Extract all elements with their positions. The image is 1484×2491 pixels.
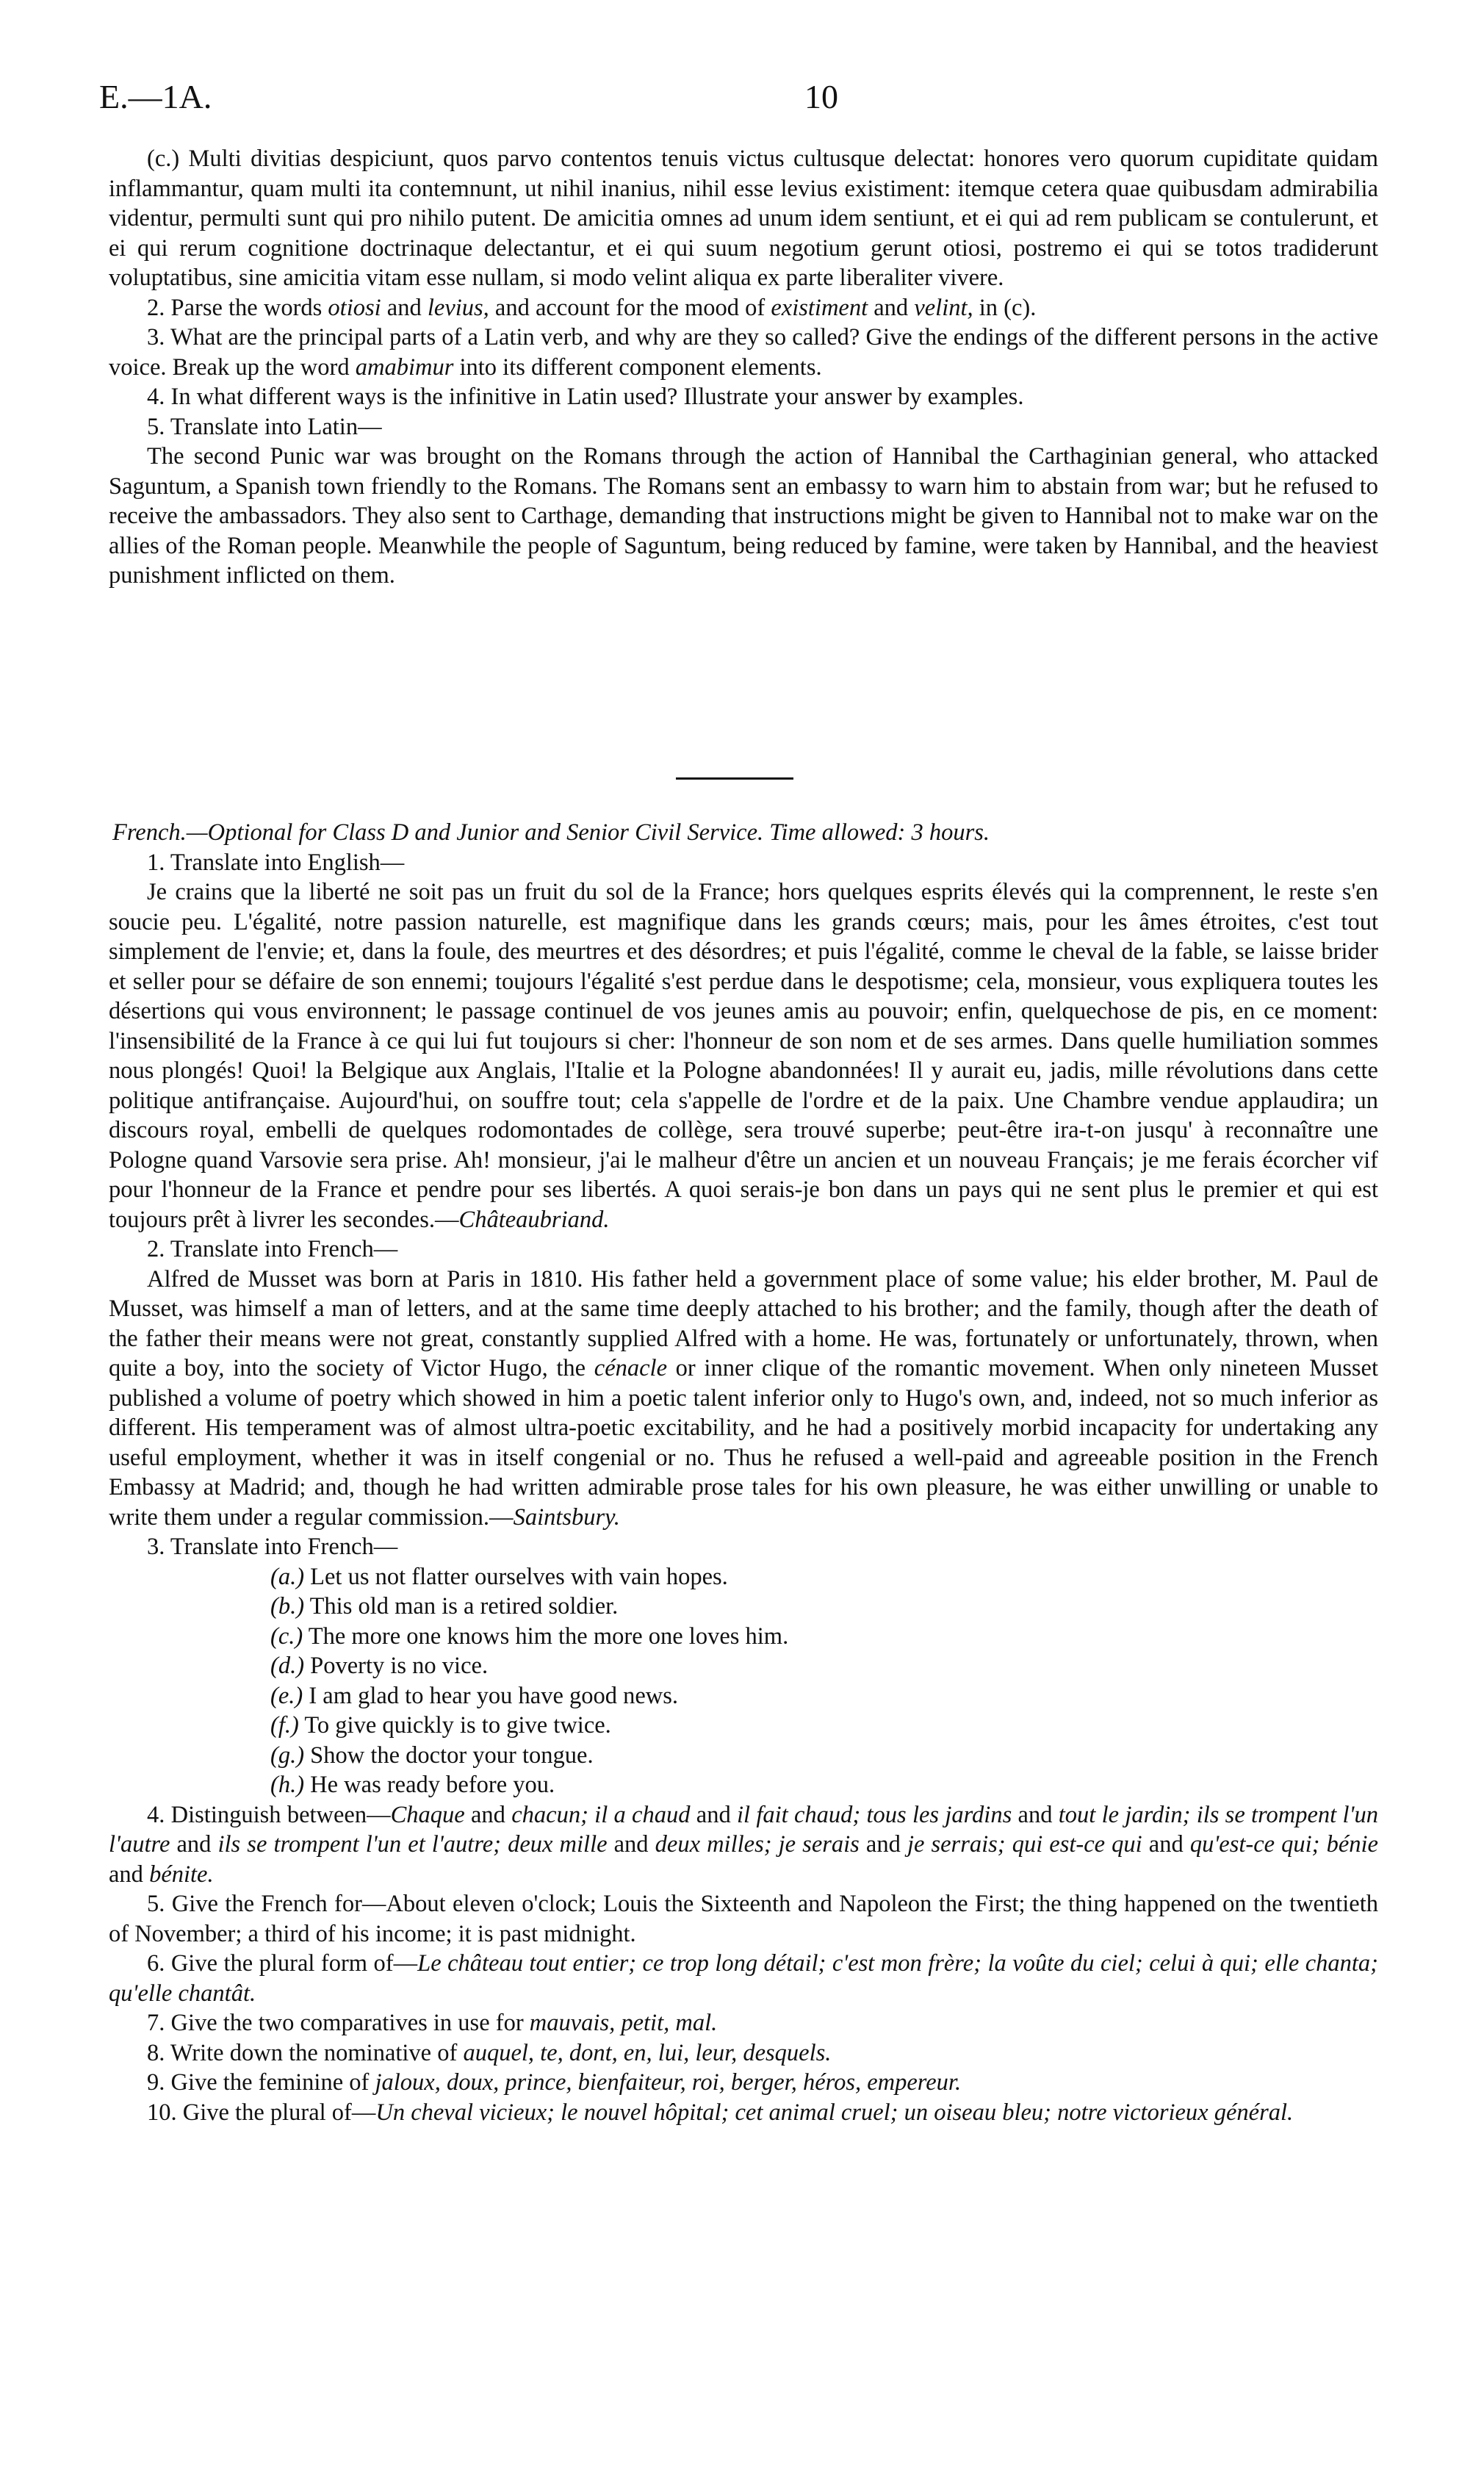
french-question-6: 6. Give the plural form of—Le château tout entier; ce trop long détail; c'est mon frère; la voûte du ciel; celui à qui; elle chanta; qu'elle chantât. xyxy=(109,1950,1378,2007)
page-number: 10 xyxy=(804,78,838,115)
french-question-2-text: Alfred de Musset was born at Paris in 1810. His father held a government place of some value; his elder brother, M. Paul de Musset, was himself a man of letters, and at the same time deeply attached to his brother; and the family, though after the death of the father their means were not great, constantly supplied Alfred with a home. He was, fortunately or unfortunately, thrown, when quite a boy, into the society of Victor Hugo, the cénacle or inner clique of the romantic movement. When only nineteen Musset published a volume of poetry which showed in him a poetic talent inferior only to Hugo's own, and, indeed, not so much inferior as different. His temperament was of almost ultra-poetic excitability, and he had a positively morbid incapacity for undertaking any useful employment, whether it was in itself congenial or no. Thus he refused a well-paid and agreeable position in the French Embassy at Madrid; and, though he had written admirable prose tales for his own pleasure, he was either unwilling or unable to write them under a regular commission.—Saintsbury. xyxy=(109,1265,1378,1531)
french-question-1: 1. Translate into English— xyxy=(147,849,405,876)
latin-passage-c: (c.) Multi divitias despiciunt, quos parvo contentos tenuis victus cultusque delectat: honores vero quorum cupiditate quidam inflammantur, quam multi ita contemnunt, ut nihil inanius, nihil esse levius existiment: itemque cetera quae quibusdam admirabilia videntur, permulti sunt qui pro nihilo putent. De amicitia omnes ad unum idem sentiunt, et ei qui ad rem publicam se contulerunt, et ei qui rerum cognitione doctrinaque delectantur, et ei qui suum negotium gerunt otiosi, postremo ei qui se totos tradiderunt voluptatibus, sine amicitia vitam esse nullam, si modo velint aliqua ex parte liberaliter vivere. xyxy=(109,145,1378,291)
list-item: (g.) Show the doctor your tongue. xyxy=(270,1741,594,1769)
french-q3-list xyxy=(270,1562,1378,1800)
french-q2-author: Saintsbury. xyxy=(513,1503,620,1531)
french-question-9: 9. Give the feminine of jaloux, doux, prince, bienfaiteur, roi, berger, héros, empereur. xyxy=(147,2069,962,2096)
french-heading: French.—Optional for Class D and Junior and Senior Civil Service. Time allowed: 3 hours. xyxy=(112,819,990,846)
section-divider xyxy=(676,777,793,780)
list-item: (e.) I am glad to hear you have good news. xyxy=(270,1682,679,1709)
page-header xyxy=(99,77,1381,121)
french-question-7: 7. Give the two comparatives in use for mauvais, petit, mal. xyxy=(147,2010,718,2036)
french-question-3: 3. Translate into French— xyxy=(147,1534,398,1560)
document-code: E.—1A. xyxy=(99,78,212,115)
french-question-4: 4. Distinguish between—Chaque and chacun; il a chaud and il fait chaud; tous les jardins and tout le jardin; ils se trompent l'un l'autre and ils se trompent l'un et l'autre; deux mille and deux milles; je serais and je serrais; qui est-ce qui and qu'est-ce qui; bénie and bénite. xyxy=(109,1801,1378,1888)
list-item: (b.) This old man is a retired soldier. xyxy=(270,1593,619,1620)
french-question-8: 8. Write down the nominative of auquel, te, dont, en, lui, leur, desquels. xyxy=(147,2039,832,2066)
latin-question-5-text: The second Punic war was brought on the Romans through the action of Hannibal the Carthaginian general, who attacked Saguntum, a Spanish town friendly to the Romans. The Romans sent an embassy to warn him to abstain from war; but he refused to receive the ambassadors. They also sent to Carthage, demanding that instructions might be given to Hannibal not to make war on the allies of the Roman people. Meanwhile the people of Saguntum, being reduced by famine, were taken by Hannibal, and the heaviest punishment inflicted on them. xyxy=(109,443,1378,589)
latin-question-4: 4. In what different ways is the infinitive in Latin used? Illustrate your answer by examples. xyxy=(147,384,1024,410)
latin-section xyxy=(109,144,1378,591)
list-item: (h.) He was ready before you. xyxy=(270,1772,555,1798)
list-item: (f.) To give quickly is to give twice. xyxy=(270,1712,611,1739)
latin-question-5: 5. Translate into Latin— xyxy=(147,413,382,440)
list-item: (d.) Poverty is no vice. xyxy=(270,1653,489,1679)
latin-question-2: 2. Parse the words otiosi and levius, and account for the mood of existiment and velint, in (c). xyxy=(147,294,1037,321)
french-q1-author: Châteaubriand. xyxy=(458,1206,610,1233)
french-question-10: 10. Give the plural of—Un cheval vicieux; le nouvel hôpital; cet animal cruel; un oiseau bleu; notre victorieux général. xyxy=(147,2099,1294,2126)
list-item: (a.) Let us not flatter ourselves with vain hopes. xyxy=(270,1563,728,1590)
french-question-2: 2. Translate into French— xyxy=(147,1236,398,1262)
latin-question-3: 3. What are the principal parts of a Latin verb, and why are they so called? Give the endings of the different persons in the active voice. Break up the word amabimur into its different component elements. xyxy=(109,324,1378,381)
list-item: (c.) The more one knows him the more one loves him. xyxy=(270,1622,789,1650)
french-section xyxy=(109,818,1378,2127)
french-question-1-text: Je crains que la liberté ne soit pas un fruit du sol de la France; hors quelques esprits élevés qui la comprennent, le reste s'en soucie peu. L'égalité, notre passion naturelle, est magnifique dans les grands cœurs; mais, pour les âmes étroites, c'est tout simplement de l'envie; et, dans la foule, des meurtres et des désordres; et puis l'égalité, comme le cheval de la fable, se laisse brider et seller pour se défaire de son ennemi; toujours l'égalité s'est perdue dans le despotisme; cela, monsieur, vous expliquera toutes les désertions qui vous environnent; le passage continuel de vos jeunes amis au pouvoir; enfin, quelquechose de pis, en ce moment: l'insensibilité de la France à ce qui lui fut toujours si cher: l'honneur de son nom et de ses armes. Dans quelle humiliation sommes nous plongés! Quoi! la Belgique aux Anglais, l'Italie et la Pologne abandonnées! Il y aurait eu, jadis, mille révolutions dans cette politique antifrançaise. Aujourd'hui, on souffre tout; cela s'appelle de l'ordre et de la paix. Une Chambre vendue applaudira; un discours royal, embelli de quelques rodomontades de collège, sera trouvé superbe; peut-être ira-t-on jusqu' à reconnaître une Pologne quand Varsovie sera prise. Ah! monsieur, j'ai le malheur d'être un ancien et un nouveau Français; je me ferais écorcher vif pour l'honneur de la France et pendre pour ses libertés. A quoi serais-je bon dans un pays qui ne sent plus le premier et qui est toujours prêt à livrer les secondes.—Châteaubriand. xyxy=(109,879,1378,1233)
french-question-5: 5. Give the French for—About eleven o'clock; Louis the Sixteenth and Napoleon the First; the thing happened on the twentieth of November; a third of his income; it is past midnight. xyxy=(109,1891,1378,1947)
